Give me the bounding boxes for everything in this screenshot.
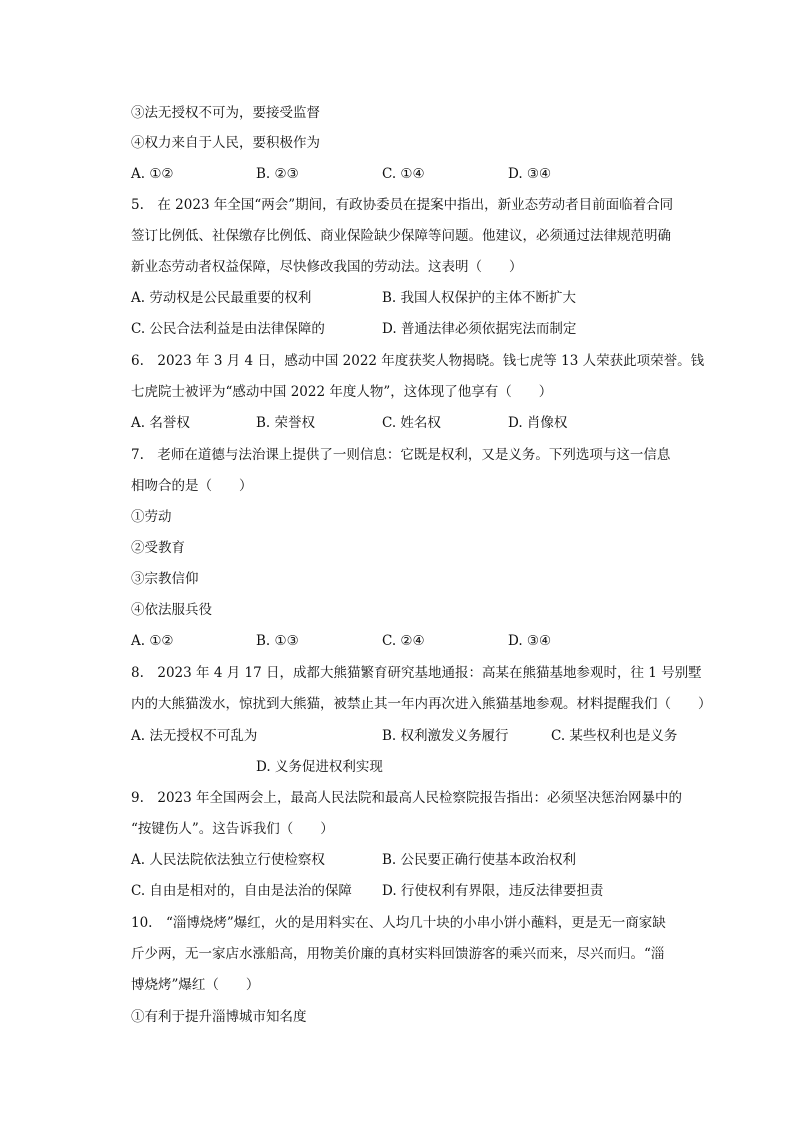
- q10-stem-line-1: 10. “淄博烧烤”爆红，火的是用料实在、人均几十块的小串小饼小蘸料，更是无一商家缺: [131, 915, 666, 931]
- q7-option-b: B. ①③: [256, 633, 299, 649]
- q4-option-d: D. ③④: [508, 166, 552, 182]
- q8-option-a: A. 法无授权不可乱为: [131, 728, 258, 744]
- q6-option-b: B. 荣誉权: [256, 415, 316, 431]
- q7-stem-line-1: 7. 老师在道德与法治课上提供了一则信息：它既是权利，又是义务。下列选项与这一信息: [131, 447, 671, 463]
- q7-statement-4: ④依法服兵役: [131, 602, 212, 618]
- q6-stem-line-2: 七虎院士被评为“感动中国 2022 年度人物”，这体现了他享有（ ）: [131, 384, 553, 400]
- q5-option-a: A. 劳动权是公民最重要的权利: [131, 290, 312, 306]
- q8-option-c: C. 某些权利也是义务: [551, 728, 678, 744]
- q7-stem-line-2: 相吻合的是（ ）: [131, 478, 253, 494]
- q6-option-c: C. 姓名权: [382, 415, 441, 431]
- q5-option-d: D. 普通法律必须依据宪法而制定: [382, 321, 577, 337]
- q4-statement-3: ③法无授权不可为，要接受监督: [131, 105, 320, 121]
- q7-option-c: C. ②④: [382, 633, 425, 649]
- q7-option-a: A. ①②: [131, 633, 174, 649]
- q8-stem-line-1: 8. 2023 年 4 月 17 日，成都大熊猫繁育研究基地通报：高某在熊猫基地参观时，往 1 号别墅: [131, 665, 702, 681]
- q10-stem-line-2: 斤少两，无一家店水涨船高，用物美价廉的真材实料回馈游客的乘兴而来，尽兴而归。“淄: [131, 946, 665, 962]
- q5-stem-line-2: 签订比例低、社保缴存比例低、商业保险缺少保障等问题。他建议，必须通过法律规范明确: [131, 228, 671, 244]
- q6-option-d: D. 肖像权: [508, 415, 568, 431]
- q4-option-c: C. ①④: [382, 166, 425, 182]
- q4-option-a: A. ①②: [131, 166, 174, 182]
- q8-option-d: D. 义务促进权利实现: [256, 759, 383, 775]
- q9-option-c: C. 自由是相对的，自由是法治的保障: [131, 883, 352, 899]
- q6-stem-line-1: 6. 2023 年 3 月 4 日，感动中国 2022 年度获奖人物揭晓。钱七虎等 13 人荣获此项荣誉。钱: [131, 353, 705, 369]
- q10-statement-1: ①有利于提升淄博城市知名度: [131, 1009, 307, 1025]
- q9-option-b: B. 公民要正确行使基本政治权利: [382, 852, 577, 868]
- q9-stem-line-1: 9. 2023 年全国两会上，最高人民法院和最高人民检察院报告指出：必须坚决惩治网暴中的: [131, 790, 683, 806]
- q8-stem-line-2: 内的大熊猫泼水，惊扰到大熊猫，被禁止其一年内再次进入熊猫基地参观。材料提醒我们（ ）: [131, 696, 712, 712]
- q7-statement-2: ②受教育: [131, 540, 185, 556]
- q9-option-a: A. 人民法院依法独立行使检察权: [131, 852, 325, 868]
- q9-stem-line-2: “按键伤人”。这告诉我们（ ）: [131, 821, 334, 837]
- q8-option-b: B. 权利激发义务履行: [382, 728, 509, 744]
- q10-stem-line-3: 博烧烤”爆红（ ）: [131, 977, 260, 993]
- q4-statement-4: ④权力来自于人民，要积极作为: [131, 135, 320, 151]
- q4-option-b: B. ②③: [256, 166, 299, 182]
- q7-option-d: D. ③④: [508, 633, 552, 649]
- q7-statement-3: ③宗教信仰: [131, 571, 199, 587]
- q7-statement-1: ①劳动: [131, 509, 172, 525]
- q5-option-b: B. 我国人权保护的主体不断扩大: [382, 290, 577, 306]
- q5-stem-line-1: 5. 在 2023 年全国“两会”期间，有政协委员在提案中指出，新业态劳动者目前面临着合同: [131, 197, 674, 213]
- q5-stem-line-3: 新业态劳动者权益保障，尽快修改我国的劳动法。这表明（ ）: [131, 259, 523, 275]
- q9-option-d: D. 行使权利有界限，违反法律要担责: [382, 883, 604, 899]
- q5-option-c: C. 公民合法利益是由法律保障的: [131, 321, 325, 337]
- q6-option-a: A. 名誉权: [131, 415, 190, 431]
